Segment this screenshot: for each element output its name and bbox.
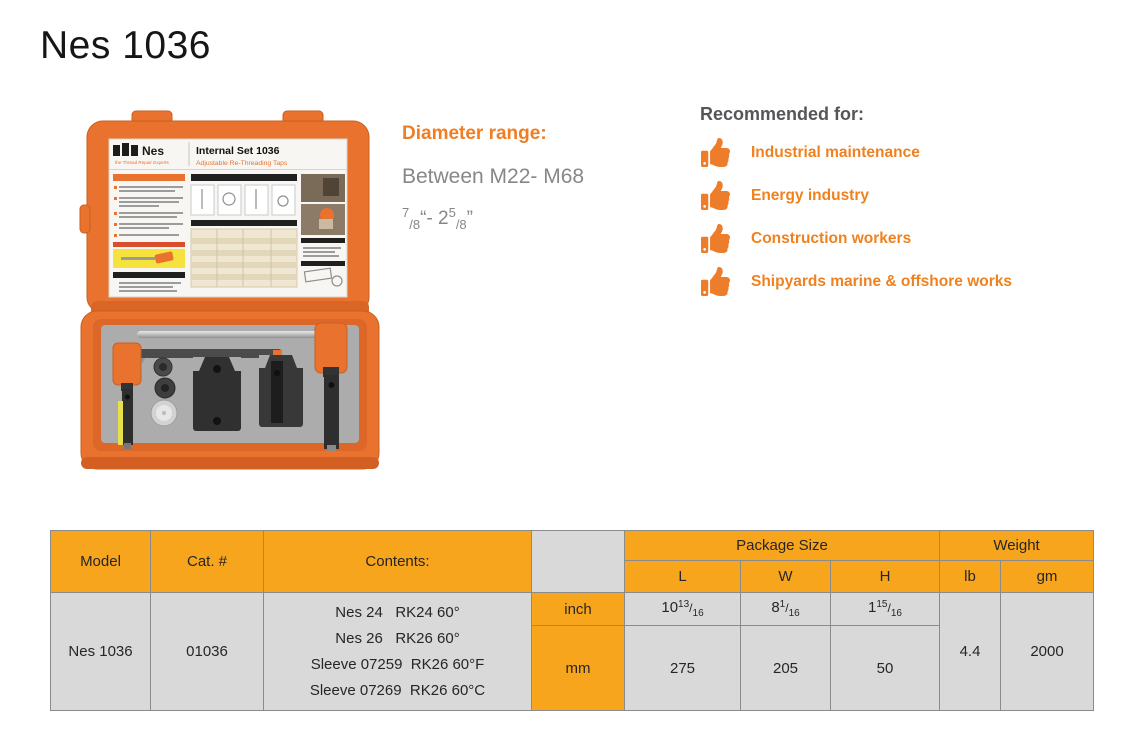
cell-contents [264,593,532,711]
col-header-units-blank [532,531,625,593]
case-tray [81,301,379,469]
cell-unit-mm: mm [532,626,625,711]
case-brand-tagline: the Thread Repair Experts [115,160,169,165]
recommended-item [700,137,1130,168]
contents-line: Nes 24 RK24 60° [335,603,460,621]
contents-line: Sleeve 07259 RK26 60°F [310,655,485,673]
col-header-height: H [831,561,940,593]
col-header-model: Model [51,531,151,593]
recommended-item-label: Shipyards marine & offshore works [751,272,1012,290]
recommended-item-label: Industrial maintenance [751,143,920,161]
recommended-heading: Recommended for: [700,104,865,124]
product-photo [75,105,385,480]
case-label-title: Internal Set 1036 [196,145,280,157]
thumbs-up-icon [700,138,731,167]
t-bar-rod [137,331,327,338]
cell-length-mm: 275 [625,626,741,711]
col-header-weight: Weight [940,531,1094,561]
thumbs-up-icon [700,181,731,210]
cell-height-mm: 50 [831,626,940,711]
diameter-metric-range: Between M22- M68 [402,165,585,188]
cell-width-inch: $8^1/_{16}$ [741,593,831,626]
contents-line: Nes 26 RK26 60° [335,629,460,647]
cell-weight-gm: 2000 [1001,593,1094,711]
page-title: Nes 1036 [40,24,211,67]
thumbs-up-icon [700,224,731,253]
diameter-imperial-range: $^7_{/8}$“- $2^5_{/8}$” [402,205,473,232]
col-header-width: W [741,561,831,593]
case-lid [80,111,369,313]
col-header-cat-no: Cat. # [151,531,264,593]
sleeve-block-2 [259,355,303,427]
cell-model: Nes 1036 [51,593,151,711]
thumbs-up-icon [700,267,731,296]
spec-table [50,530,1094,711]
col-header-contents: Contents: [264,531,532,593]
recommended-item [700,266,1130,297]
recommended-item [700,180,1130,211]
col-header-gm: gm [1001,561,1094,593]
cell-width-mm: 205 [741,626,831,711]
recommended-item [700,223,1130,254]
product-case-illustration [75,105,385,480]
case-label-subtitle: Adjustable Re-Threading Taps [196,160,288,167]
recommended-item-label: Energy industry [751,186,869,204]
cell-unit-inch: inch [532,593,625,626]
recommended-item-label: Construction workers [751,229,912,247]
table-row [51,593,1094,626]
cell-weight-lb: 4.4 [940,593,1001,711]
cell-cat-no: 01036 [151,593,264,711]
case-brand: Nes [142,144,165,158]
cell-height-inch: $1^{15}/_{16}$ [831,593,940,626]
cell-length-inch: $10^{13}/_{16}$ [625,593,741,626]
diameter-section [402,123,692,232]
slot-bar [129,349,281,358]
col-header-length: L [625,561,741,593]
col-header-lb: lb [940,561,1001,593]
col-header-package-size: Package Size [625,531,940,561]
diameter-heading: Diameter range: [402,123,547,144]
sleeve-block-1 [193,357,241,431]
contents-line: Sleeve 07269 RK26 60°C [309,681,486,699]
recommended-section [700,104,1130,297]
